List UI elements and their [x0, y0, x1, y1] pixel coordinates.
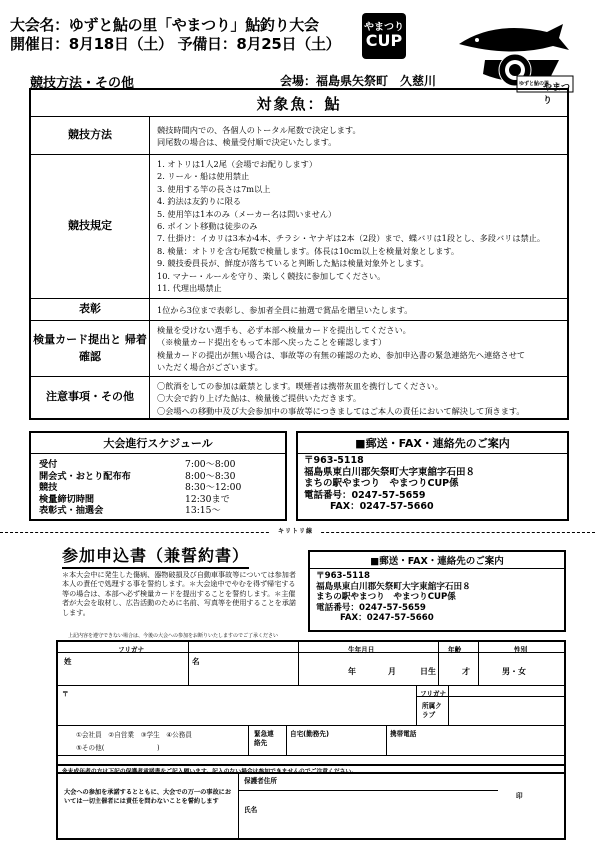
logo-small-text: ゆずと鮎の里 [519, 81, 550, 87]
schedule-item-name: 検量締切時間 [39, 493, 95, 505]
month-label: 月 [388, 667, 396, 676]
event-date: 開催日：8月18日（土） 予備日：8月25日（土） [10, 35, 341, 53]
emergency-contact-label: 緊急連絡先 [254, 730, 274, 747]
contact-org: まちの駅やまつり やまつりCUP係 [304, 478, 459, 489]
rules-label: 表彰 [31, 299, 150, 320]
rules-row-card [31, 320, 567, 376]
rules-line: 11. 代理出場禁止 [157, 283, 222, 294]
rules-line: 1. オトリは1人2尾（会場でお配りします） [157, 159, 318, 169]
rules-line: いただく場合がございます。 [157, 362, 263, 373]
rules-line: 5. 使用竿は1本のみ（メーカー名は問いません） [157, 208, 337, 219]
postal-mark: 〒 [62, 690, 69, 698]
rules-line: 検量カードの提出が無い場合は、事故等の有無の確認のため、参加申込書の緊急連絡先へ連絡させて [157, 349, 526, 360]
rules-line: 6. ポイント移動は徒歩のみ [157, 221, 258, 232]
contact-phone: 電話番号：0247-57-5659 [316, 602, 426, 613]
badge-bottom-text: CUP [365, 31, 403, 50]
furigana-label: フリガナ [118, 646, 145, 654]
rules-line: 3. 使用する竿の長さは7m以上 [157, 183, 271, 194]
rules-table [29, 88, 569, 420]
form-title: 参加申込書（兼誓約書） [62, 543, 249, 569]
contact-fax: FAX：0247-57-5660 [330, 501, 434, 512]
sex-options: 男・女 [502, 667, 526, 676]
rules-line: 2. リール・船は使用禁止 [157, 171, 250, 182]
schedule-item-name: 表彰式・抽選会 [39, 505, 104, 517]
mobile-phone-label: 携帯電話 [390, 730, 417, 738]
age-unit: 才 [462, 667, 470, 676]
schedule-item-time: 8:00～8:30 [185, 470, 236, 482]
home-phone-label: 自宅(勤務先) [290, 730, 329, 738]
application-form [56, 640, 566, 840]
guardian-consent-text: 大会への参加を承諾するとともに、大会での万一の事故においては一切主催者には責任を問わないことを誓約します [64, 789, 232, 805]
rules-label: 検量カード提出と 帰着確認 [31, 321, 150, 376]
rules-content [157, 324, 561, 374]
rules-content [157, 380, 561, 417]
rules-line: 検量を受けない選手も、必ず本部へ検量カードを提出してください。 [157, 325, 411, 335]
rules-subheading: 競技方法・その他 [30, 76, 135, 91]
rules-line: 9. 競技委員長が、鮮度が落ちていると判断した鮎は検量対象外とします。 [157, 258, 429, 269]
contact-fax: FAX：0247-57-5660 [340, 613, 434, 624]
birthdate-label: 生年月日 [348, 646, 375, 654]
rules-label: 注意事項・その他 [31, 377, 150, 418]
rules-label: 競技規定 [31, 155, 150, 298]
rules-content [157, 124, 561, 149]
contact-title: ■郵送・FAX・連絡先のご案内 [310, 552, 564, 569]
pledge-small-note: 上記内容を遵守できない場合は、今後の大会への参加をお断りいたしますのでご了承ください [68, 633, 279, 639]
rules-line: 4. 釣法は友釣りに限る [157, 196, 242, 207]
schedule-names [39, 459, 131, 517]
guardian-name-label: 氏名 [244, 806, 258, 814]
schedule-title: 大会進行スケジュール [31, 433, 285, 454]
rules-line: 1位から3位まで表彰し、参加者全員に抽選で賞品を贈呈いたします。 [157, 305, 413, 315]
schedule-item-name: 競技 [39, 482, 58, 494]
contact-title: ■郵送・FAX・連絡先のご案内 [298, 433, 567, 454]
schedule-item-time: 12:30まで [185, 493, 230, 505]
age-label: 年齢 [448, 646, 462, 654]
contact-org: まちの駅やまつり やまつりCUP係 [316, 592, 456, 603]
contact-box [296, 431, 569, 521]
rules-line: 同尾数の場合は、検量受付順で決定いたします。 [157, 137, 337, 148]
contact-address: 福島県東白川郡矢祭町大字東舘字石田８ [316, 581, 471, 592]
day-label: 日生 [420, 667, 436, 676]
rules-line: 競技時間内での、各個人のトータル尾数で決定します。 [157, 125, 361, 135]
minor-note: ※未成年者の方は下記の保護者承諾書をご記入願います。記入のない場合は参加できませんのでご注意ください。 [62, 769, 358, 775]
rules-content [157, 158, 561, 294]
schedule-item-name: 受付 [39, 459, 58, 470]
rules-row-method [31, 116, 567, 154]
seal-mark: 印 [516, 792, 523, 800]
contact-details [304, 455, 475, 513]
rules-line: 〇飲酒をしての参加は厳禁とします。喫煙者は携帯灰皿を携行してください。 [157, 381, 443, 391]
sex-label: 性別 [514, 646, 528, 654]
logo-text: やまつり [543, 83, 571, 106]
rules-line: 8. 検量：オトリを含む尾数で検量します。体長は10cm以上を検量対象とします。 [157, 245, 460, 256]
schedule-item-time: 7:00～8:00 [185, 459, 236, 470]
rules-row-notes [31, 376, 567, 418]
schedule-times [185, 459, 241, 517]
badge-top-text: やまつり [364, 22, 404, 33]
rules-line: 7. 仕掛け：イカリは3本か4本、チラシ・ヤナギは2本（2段）まで、蝶バリは1段とし、多段バリは禁止。 [157, 233, 546, 244]
schedule-item-time: 8:30～12:00 [185, 482, 242, 494]
contact-phone: 電話番号：0247-57-5659 [304, 489, 426, 501]
rules-line: （※検量カード提出をもって本部へ戻ったことを確認します） [157, 337, 387, 348]
event-name: 大会名：ゆずと鮎の里「やまつり」鮎釣り大会 [10, 16, 319, 34]
cut-line-label: キリトリ線 [270, 526, 321, 535]
surname-label: 姓 [64, 657, 72, 666]
schedule-item-time: 13:15～ [185, 505, 221, 517]
rules-row-award [31, 298, 567, 320]
pledge-notes: ＊本大会中に発生した傷病、器物破損及び自動車事故等については参加者本人の責任で処理する事を誓約します。＊大会途中でやむを得ず帰宅する等の場合は、本部へ必ず検量カードを提出することを誓約します。＊主催者が大会を取材し、広告活動のために名前、写真等を使用することを承諾します。 [62, 570, 297, 617]
rules-label: 競技方法 [31, 117, 150, 154]
year-label: 年 [348, 667, 356, 676]
contact-postal: 〒963-5118 [316, 571, 371, 581]
yamatsuri-fish-logo [455, 14, 577, 106]
club-label: 所属クラブ [422, 702, 442, 719]
contact-box-form [308, 550, 566, 632]
rules-line: 〇大会で釣り上げた鮎は、検量後ご提供いただきます。 [157, 393, 362, 404]
contact-postal: 〒963-5118 [304, 455, 364, 466]
occupation-other: ⑤その他( ) [76, 744, 160, 752]
contact-details [316, 571, 471, 624]
rules-row-regulation [31, 154, 567, 298]
guardian-address-label: 保護者住所 [244, 777, 277, 785]
contact-address: 福島県東白川郡矢祭町大字東舘字石田８ [304, 466, 476, 478]
club-furigana-label: フリガナ [420, 690, 447, 698]
given-name-label: 名 [192, 657, 200, 666]
target-fish: 対象魚：鮎 [256, 94, 342, 113]
rules-content [157, 304, 561, 316]
schedule-item-name: 開会式・おとり配布布 [39, 470, 131, 482]
occupation-options: ①会社員 ②自営業 ③学生 ④公務員 [76, 731, 192, 739]
rules-line: 10. マナー・ルールを守り、楽しく競技に参加してください。 [157, 270, 386, 281]
venue: 会場：福島県矢祭町 久慈川 [280, 74, 437, 88]
schedule-box [29, 431, 287, 521]
yamatsuri-cup-badge [362, 13, 406, 59]
rules-line: 〇会場への移動中及び大会参加中の事故等につきましてはご本人の責任において解決して頂きます。 [157, 405, 525, 416]
